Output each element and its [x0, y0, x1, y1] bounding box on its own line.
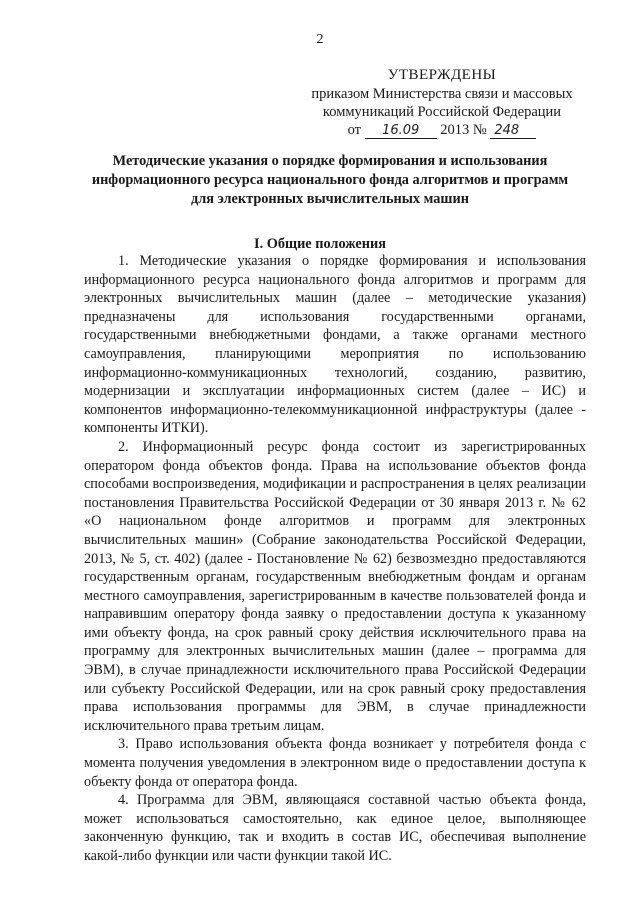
- paragraph-2: 2. Информационный ресурс фонда состоит из зарегистрированных оператором фонда объектов фонда. Права на использование объектов фонда способами воспроизведения, модификации и распространения в целях реализации постановления Правительства Российской Федерации от 30 января 2013 г. № 62 «О национальном фонде алгоритмов и программ для электронных вычислительных машин» (Собрание законодательства Российской Федерации, 2013, № 5, ст. 402) (далее - Постановление № 62) безвозмездно предоставляются государственным органам, государственным внебюджетным фондам и органам местного самоуправления, зарегистрированным в качестве пользователей фонда и направившим оператору фонда заявку о предоставлении доступа к указанному ими объекту фонда, на срок равный сроку действия исключительного права на программу для электронных вычислительных машин (далее – программа для ЭВМ), в случае принадлежности исключительного права Российской Федерации или субъекту Российской Федерации, или на срок равный сроку предоставления права использования программы для ЭВМ, в случае принадлежности исключительного права третьим лицам.: [84, 438, 586, 734]
- paragraph-1: 1. Методические указания о порядке формирования и использования информационного ресурса национального фонда алгоритмов и программ для электронных вычислительных машин (далее – методические указания) предназначены для использования государственными органами, государственными внебюджетными фондами, а также органами местного самоуправления, планирующими мероприятия по использованию информационно-коммуникационных технологий, созданию, развитию, модернизации и эксплуатации информационных систем (далее – ИС) и компонентов информационно-телекоммуникационной инфраструктуры (далее - компоненты ИТКИ).: [84, 253, 586, 437]
- paragraph-3: 3. Право использования объекта фонда возникает у потребителя фонда с момента получения уведомления в электронном виде о предоставлении доступа к объекту фонда от оператора фонда.: [84, 736, 586, 790]
- approval-block: [292, 66, 592, 139]
- section-heading: I. Общие положения: [254, 236, 386, 252]
- handwritten-order-number: 248: [490, 124, 536, 139]
- date-prefix: от: [347, 122, 362, 138]
- page-number: 2: [316, 32, 324, 47]
- document-title: Методические указания о порядке формирования и использования информационного ресурса национального фонда алгоритмов и программ для электронных вычислительных машин: [91, 153, 569, 207]
- year-text: 2013 №: [440, 122, 487, 138]
- handwritten-date: 16.09: [365, 124, 437, 139]
- approval-line-1: приказом Министерства связи и массовых: [311, 86, 573, 102]
- approval-line-2: коммуникаций Российской Федерации: [322, 104, 562, 120]
- paragraph-4: 4. Программа для ЭВМ, являющаяся составной частью объекта фонда, может использоваться самостоятельно, как единое целое, выполняющее законченную функцию, так и входить в состав ИС, обеспечивая выполнение какой-либо функции или части функции такой ИС.: [84, 792, 586, 864]
- document-body: [84, 252, 586, 866]
- approval-date-line: [292, 121, 592, 139]
- approval-title: УТВЕРЖДЕНЫ: [387, 67, 497, 83]
